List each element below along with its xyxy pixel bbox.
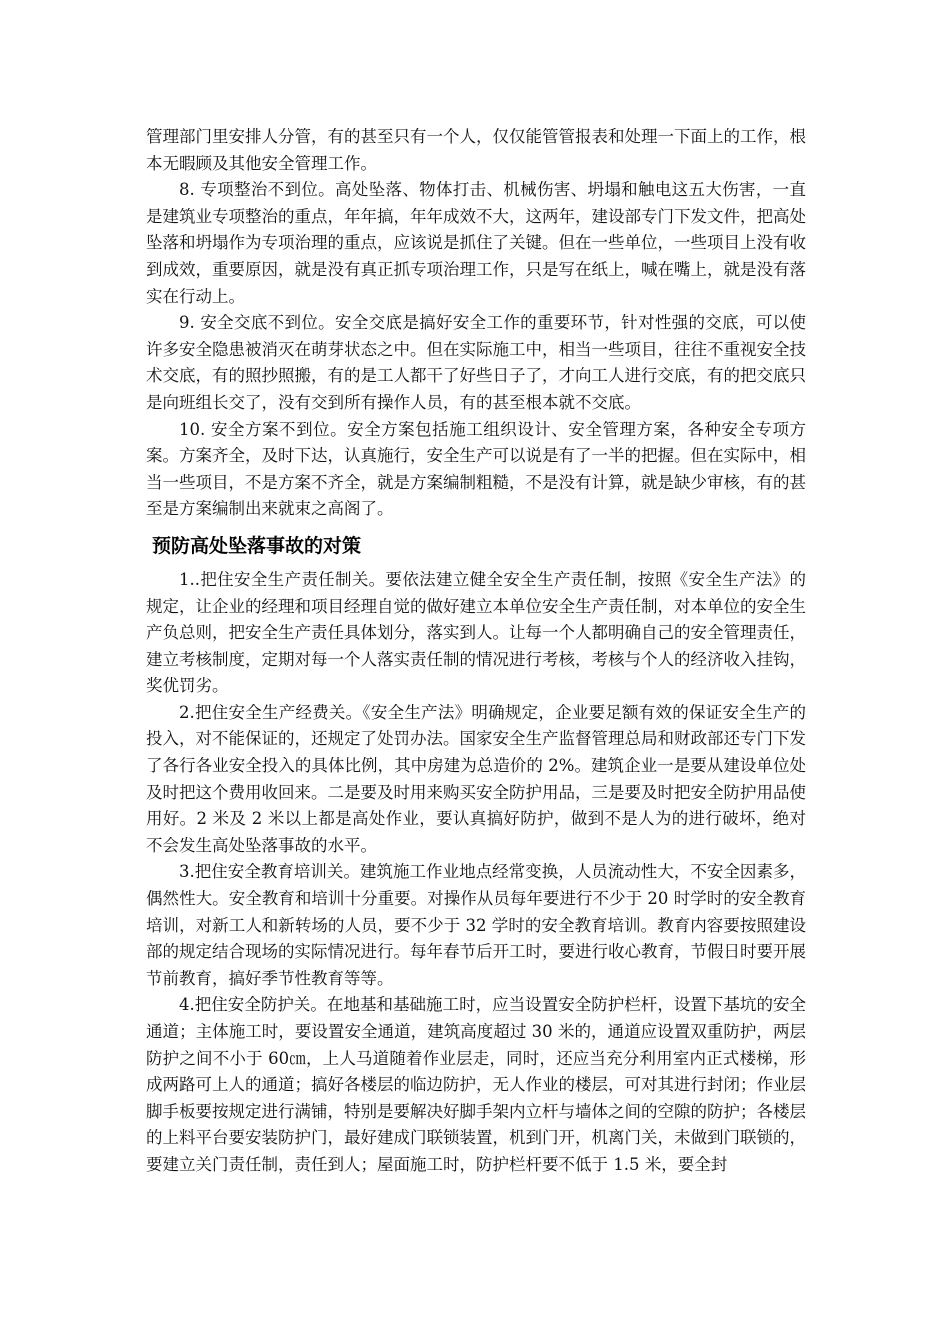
paragraph-item-8: 8. 专项整治不到位。高处坠落、物体打击、机械伤害、坍塌和触电这五大伤害，一直是建筑业专项整治的重点，年年搞，年年成效不大，这两年，建设部专门下发文件，把高处坠落和坍塌作为专项治理的重点，应该说是抓住了关键。但在一些单位，一些项目上没有收到成效，重要原因，就是没有真正抓专项治理工作，只是写在纸上，喊在嘴上，就是没有落实在行动上。	[146, 180, 806, 306]
section-heading: 预防高处坠落事故的对策	[152, 534, 362, 557]
paragraph-continuation: 管理部门里安排人分管，有的甚至只有一个人，仅仅能管管报表和处理一下面上的工作，根本无暇顾及其他安全管理工作。	[146, 127, 806, 173]
countermeasure-1: 1..把住安全生产责任制关。要依法建立健全安全生产责任制，按照《安全生产法》的规定，让企业的经理和项目经理自觉的做好建立本单位安全生产责任制，对本单位的安全生产负总则，把安全生产责任具体划分，落实到人。让每一个人都明确自己的安全管理责任，建立考核制度，定期对每一个人落实责任制的情况进行考核，考核与个人的经济收入挂钩，奖优罚劣。	[146, 569, 806, 696]
countermeasure-3: 3.把住安全教育培训关。建筑施工作业地点经常变换，人员流动性大，不安全因素多，偶然性大。安全教育和培训十分重要。对操作从员每年要进行不少于 20 时学时的安全教育培训，对新工人和新转场的人员，要不少于 32 学时的安全教育培训。教育内容要按照建设部的规定结合现场的实际情况进行。每年春节后开工时，要进行收心教育，节假日时要开展节前教育，搞好季节性教育等等。	[146, 862, 806, 988]
paragraph-item-9: 9. 安全交底不到位。安全交底是搞好安全工作的重要环节，针对性强的交底，可以使许多安全隐患被消灭在萌芽状态之中。但在实际施工中，相当一些项目，往往不重视安全技术交底，有的照抄照搬，有的是工人都干了好些日子了，才向工人进行交底，有的把交底只是向班组长交了，没有交到所有操作人员，有的甚至根本就不交底。	[146, 313, 806, 412]
countermeasure-2: 2.把住安全生产经费关。《安全生产法》明确规定，企业要足额有效的保证安全生产的投入，对不能保证的，还规定了处罚办法。国家安全生产监督管理总局和财政部还专门下发了各行各业安全投入的具体比例，其中房建为总造价的 2%。建筑企业一是要从建设单位处及时把这个费用收回来。二是要及时用来购买安全防护用品，三是要及时把安全防护用品使用好。2 米及 2 米以上都是高处作业，要认真搞好防护，做到不是人为的进行破坏，绝对不会发生高处坠落事故的水平。	[146, 702, 806, 855]
paragraph-item-10: 10. 安全方案不到位。安全方案包括施工组织设计、安全管理方案，各种安全专项方案。方案齐全，及时下达，认真施行，安全生产可以说是有了一半的把握。但在实际中，相当一些项目，不是方案不齐全，就是方案编制粗糙，不是没有计算，就是缺少审核，有的甚至是方案编制出来就束之高阁了。	[146, 419, 806, 519]
countermeasure-4: 4.把住安全防护关。在地基和基础施工时，应当设置安全防护栏杆，设置下基坑的安全通道；主体施工时，要设置安全通道，建筑高度超过 30 米的，通道应设置双重防护，两层防护之间不小于 60㎝，上人马道随着作业层走，同时，还应当充分利用室内正式楼梯，形成两路可上人的通道；搞好各楼层的临边防护，无人作业的楼层，可对其进行封闭；作业层脚手板要按规定进行满铺，特别是要解决好脚手架内立杆与墙体之间的空隙的防护；各楼层的上料平台要安装防护门，最好建成门联锁装置，机到门开，机离门关，未做到门联锁的，要建立关门责任制，责任到人；屋面施工时，防护栏杆要不低于 1.5 米，要全封	[146, 995, 806, 1174]
document-body	[146, 124, 806, 1179]
